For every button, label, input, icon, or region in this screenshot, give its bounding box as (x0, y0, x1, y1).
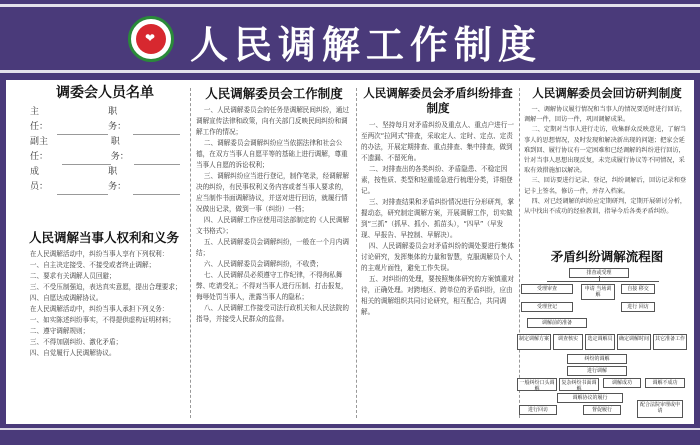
roster-section (30, 86, 180, 195)
work-para: 一、人民调解委员会的任务是调解民间纠纷，通过调解宣传法律和政策，向有关部门反映民间纠纷和调解工作的情况； (196, 106, 349, 136)
flow-node: 纠纷的调解 (567, 354, 627, 364)
screening-para: 四、人民调解委员会对矛盾纠纷的调处要进行集体讨论研究，发挥集体的力量和智慧，克服调解员个人的主观片面性，避免工作失误。 (361, 242, 514, 272)
work-para: 五、人民调解委员会调解纠纷，一般在一个月内调结； (196, 238, 349, 257)
blank-line (134, 135, 180, 165)
header-top-stripe (0, 4, 700, 7)
header-band (0, 0, 700, 76)
work-section (196, 86, 352, 325)
screening-title: 人民调解委员会矛盾纠纷排查制度 (363, 86, 513, 115)
screening-para: 一、坚持每月对矛盾纠纷及重点人、重点户进行一至两次“拉网式”排查，采取定人、定时、定点、定责的办法，开展定期排查、重点排查、集中排查，做到不遗漏、不留死角。 (361, 121, 514, 162)
rights-para: 一、如实陈述纠纷事实，不得提供虚构证明材料； (29, 316, 175, 324)
roster-title: 调委会人员名单 (56, 85, 154, 101)
flow-node: 制定调解方案 (517, 334, 551, 350)
flow-node: 确定调解时间 (617, 334, 651, 350)
header-bottom-stripe (0, 70, 700, 73)
screening-para: 二、对排查出的各类纠纷、矛盾隐患、不稳定因素，按性质、类型和轻重缓急进行梳理分类，详细登记。 (361, 165, 513, 195)
rights-para: 二、要求有关调解人员回避； (29, 272, 116, 280)
rights-title: 人民调解当事人权利和义务 (28, 230, 179, 245)
work-para: 七、人民调解员必须遵守工作纪律，不得徇私舞弊、吃请受礼；不得对当事人进行压制、打击报复，侮辱处罚当事人，泄露当事人的隐私； (196, 271, 348, 301)
rights-para: 一、自主决定接受、不接受或者终止调解； (29, 261, 156, 269)
flow-connector (547, 281, 659, 282)
column-divider (356, 88, 357, 418)
work-para: 三、调解纠纷应当进行登记，制作笔录，经调解解决的纠纷，有民事权利义务内容或者当事人要求的，应当制作书面调解协议，并送对进行回访，就履行情况做出记录，做到一事（纠纷）一档； (196, 172, 349, 213)
screening-para: 五、对纠纷的处理，要按照集体研究的方案慎重对待，正确处理。对跨地区、跨单位的矛盾纠纷，应由相关的调解组织共同讨论研究，相互配合，共同调解。 (361, 275, 514, 316)
roster-duty: 职务： (108, 107, 127, 132)
flow-node: 配合法院审理或申请 (637, 400, 683, 418)
flow-node: 督促履行 (583, 405, 621, 415)
work-para: 六、人民调解委员会调解纠纷，不收费； (203, 260, 323, 268)
rights-para: 二、遵守调解规则； (29, 327, 90, 335)
flow-node: 复杂纠纷书面调解 (559, 378, 599, 391)
screening-section (361, 86, 515, 318)
rights-para: 四、自觉履行人民调解协议。 (29, 349, 116, 357)
revisit-para: 四、对已经调解的纠纷应定期研判，定期开展研讨分析，从中找出不成功的经验教训，指导今后各类矛盾纠纷。 (524, 197, 687, 216)
flow-node: 申请 当场调解 (581, 284, 615, 300)
flow-node: 进行调解 (567, 366, 627, 376)
rights-para: 三、不受压制强迫，表达真实意愿，提出合理要求； (29, 283, 182, 291)
roster-role: 成 员： (30, 167, 49, 192)
blank-line (57, 165, 108, 195)
revisit-section (524, 86, 690, 217)
blank-line (57, 105, 108, 135)
flow-node: 进行回访 (519, 405, 557, 415)
roster-duty: 职务： (110, 137, 129, 162)
roster-list (30, 105, 180, 195)
work-para: 四、人民调解工作应使用司法部制定的《人民调解文书格式》； (196, 216, 349, 235)
rights-section (22, 230, 186, 359)
flow-title-block (524, 249, 690, 268)
rights-para: 在人民调解活动中，纠纷当事人承担下列义务： (29, 305, 169, 313)
flow-node: 自接 移交 (621, 284, 655, 294)
flow-node: 进行 回访 (621, 302, 655, 312)
blank-line (62, 135, 111, 165)
rights-para: 在人民调解活动中，纠纷当事人享有下列权利： (29, 250, 169, 258)
flow-node: 其它准备工作 (653, 334, 687, 350)
handshake-emblem-icon (128, 16, 174, 62)
page-title: 人民调解工作制度 (190, 23, 543, 67)
revisit-para: 一、调解协议履行情况和当事人的情况要适时进行回访，调解一件，回访一件，巩固调解成果。 (524, 106, 687, 124)
blank-line (133, 165, 180, 195)
footer-stripe (0, 428, 700, 430)
roster-row (30, 165, 180, 195)
rights-para: 三、不得加剧纠纷、激化矛盾； (29, 338, 123, 346)
revisit-para: 二、定期对当事人进行走访，收集群众反映意见，了解当事人的思想情况，及时发现和解决新出现的问题；把家会延难到回、履行协议有一定困难和已经调解的纠纷进行回访，针对当事人思想出现反复，未完成履行协议等不同情况，采取有效措施加以解决。 (524, 126, 687, 175)
roster-role: 副主任： (30, 137, 49, 162)
work-para: 二、调解委员会调解纠纷应当依据法律和社会公德，在双方当事人自愿平等的基础上进行调解，尊重当事人自愿的诉讼权利； (196, 139, 348, 169)
rights-para: 四、自愿达成调解协议。 (29, 294, 103, 302)
screening-para: 三、对排查结果和矛盾纠纷情况进行分形研判，掌握动态，研究制定调解方案，开展调解工作，切实做到“三抓”（抓早、抓小、抓苗头），“四早”（早发现、早报告、早控制、早解决）。 (361, 198, 514, 239)
blank-line (133, 105, 180, 135)
flow-node: 调解协议的履行 (557, 393, 623, 403)
work-title: 人民调解委员会工作制度 (205, 86, 343, 101)
footer-band (0, 424, 700, 445)
column-divider (190, 88, 191, 418)
flow-title: 矛盾纠纷调解流程图 (550, 249, 664, 264)
heart-icon: ❤ (145, 31, 156, 45)
flow-node: 调解前的准备 (527, 318, 587, 328)
flow-node: 调查核实 (553, 334, 583, 350)
flow-node: 受理登记 (521, 302, 573, 312)
flow-node: 一般纠纷口头调解 (517, 378, 557, 391)
revisit-title: 人民调解委员会回访研判制度 (532, 86, 682, 100)
flow-node: 排查或受理 (569, 268, 629, 278)
roster-duty: 职务： (108, 167, 127, 192)
flow-node: 调解不成功 (645, 378, 685, 388)
flow-chart (517, 268, 689, 420)
roster-role: 主 任： (30, 107, 49, 132)
flow-node: 受理审查 (521, 284, 573, 294)
emblem-center (136, 24, 166, 54)
revisit-para: 三、回访要进行记录、登记，纠纷调解后，回访记录和登记卡上签名，修访一件，并存入档案。 (524, 177, 687, 195)
flow-node: 调解成功 (603, 378, 641, 388)
roster-row (30, 105, 180, 135)
flow-node: 选定调解员 (585, 334, 615, 350)
roster-row (30, 135, 180, 165)
work-para: 八、人民调解工作接受司法行政机关和人民法院的指导，并接受人民群众的监督。 (196, 304, 349, 323)
